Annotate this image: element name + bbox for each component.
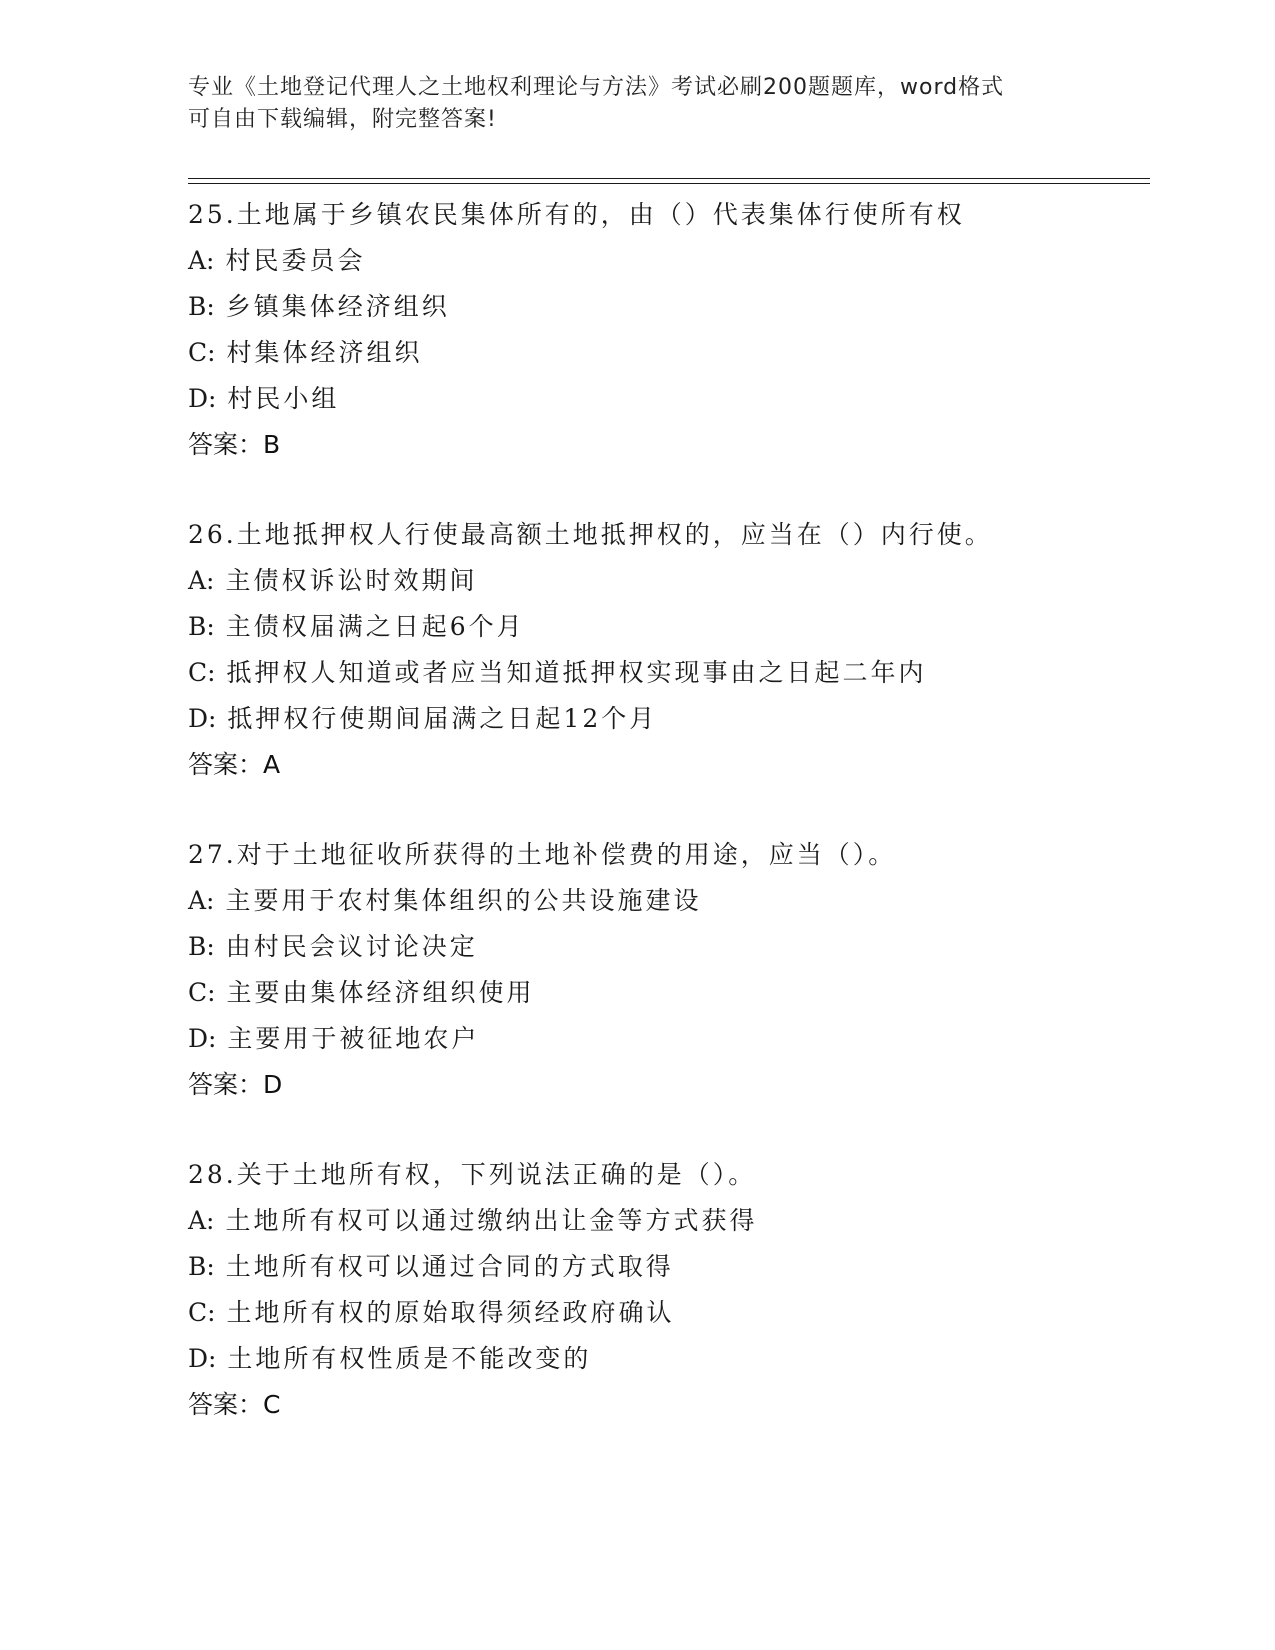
answer-label: 答案： <box>188 1070 264 1099</box>
option-label: D: <box>188 1344 217 1373</box>
option-b <box>188 1244 1148 1290</box>
header-divider-bottom <box>188 183 1150 184</box>
option-a <box>188 878 1148 924</box>
answer <box>188 1062 1148 1108</box>
option-d <box>188 696 1148 742</box>
header-title-line-2: 可自由下载编辑，附完整答案! <box>188 107 497 132</box>
option-a <box>188 558 1148 604</box>
option-text: 村民委员会 <box>225 246 366 275</box>
question-list <box>188 192 1148 1428</box>
option-label: C: <box>188 338 216 367</box>
option-text: 主债权诉讼时效期间 <box>225 566 478 595</box>
option-text: 主债权届满之日起6个月 <box>225 612 525 641</box>
option-d <box>188 376 1148 422</box>
option-text: 土地所有权性质是不能改变的 <box>227 1344 592 1373</box>
question-stem: 25.土地属于乡镇农民集体所有的，由（）代表集体行使所有权 <box>188 200 965 229</box>
option-label: D: <box>188 704 217 733</box>
option-label: C: <box>188 978 216 1007</box>
option-a <box>188 238 1148 284</box>
option-label: D: <box>188 384 217 413</box>
option-text: 村民小组 <box>227 384 340 413</box>
option-c <box>188 330 1148 376</box>
answer <box>188 742 1148 788</box>
document-header <box>188 72 1088 136</box>
answer-label: 答案： <box>188 430 264 459</box>
option-text: 土地所有权的原始取得须经政府确认 <box>226 1298 675 1327</box>
option-label: A: <box>188 246 215 275</box>
option-text: 抵押权人知道或者应当知道抵押权实现事由之日起二年内 <box>226 658 927 687</box>
option-label: D: <box>188 1024 217 1053</box>
option-label: B: <box>188 1252 215 1281</box>
question-spacer <box>188 468 1148 512</box>
option-label: C: <box>188 1298 216 1327</box>
header-divider-top <box>188 178 1150 179</box>
option-label: B: <box>188 292 215 321</box>
question-25 <box>188 192 1148 468</box>
option-label: A: <box>188 1206 215 1235</box>
question-spacer <box>188 1108 1148 1152</box>
option-b <box>188 604 1148 650</box>
option-label: A: <box>188 566 215 595</box>
answer <box>188 422 1148 468</box>
option-text: 乡镇集体经济组织 <box>225 292 450 321</box>
option-text: 土地所有权可以通过缴纳出让金等方式获得 <box>225 1206 758 1235</box>
question-27 <box>188 832 1148 1108</box>
option-label: C: <box>188 658 216 687</box>
answer-label: 答案： <box>188 1390 264 1419</box>
option-label: B: <box>188 932 215 961</box>
answer-label: 答案： <box>188 750 264 779</box>
option-text: 土地所有权可以通过合同的方式取得 <box>225 1252 674 1281</box>
option-text: 主要由集体经济组织使用 <box>226 978 535 1007</box>
option-c <box>188 1290 1148 1336</box>
question-stem: 26.土地抵押权人行使最高额土地抵押权的，应当在（）内行使。 <box>188 520 993 549</box>
question-28 <box>188 1152 1148 1428</box>
option-c <box>188 970 1148 1016</box>
answer-value: A <box>263 750 281 779</box>
option-label: A: <box>188 886 215 915</box>
option-text: 主要用于农村集体组织的公共设施建设 <box>225 886 702 915</box>
option-text: 由村民会议讨论决定 <box>225 932 478 961</box>
question-spacer <box>188 788 1148 832</box>
question-stem: 27.对于土地征收所获得的土地补偿费的用途，应当（）。 <box>188 840 897 869</box>
answer <box>188 1382 1148 1428</box>
question-26 <box>188 512 1148 788</box>
option-b <box>188 284 1148 330</box>
option-c <box>188 650 1148 696</box>
answer-value: B <box>263 430 281 459</box>
option-label: B: <box>188 612 215 641</box>
option-text: 村集体经济组织 <box>226 338 423 367</box>
option-d <box>188 1336 1148 1382</box>
option-d <box>188 1016 1148 1062</box>
question-stem: 28.关于土地所有权，下列说法正确的是（）。 <box>188 1160 757 1189</box>
header-title-line-1: 专业《土地登记代理人之土地权利理论与方法》考试必刷200题题库，word格式 <box>188 75 1005 100</box>
option-text: 抵押权行使期间届满之日起12个月 <box>227 704 658 733</box>
answer-value: D <box>263 1070 283 1099</box>
option-text: 主要用于被征地农户 <box>227 1024 480 1053</box>
option-a <box>188 1198 1148 1244</box>
option-b <box>188 924 1148 970</box>
answer-value: C <box>263 1390 281 1419</box>
